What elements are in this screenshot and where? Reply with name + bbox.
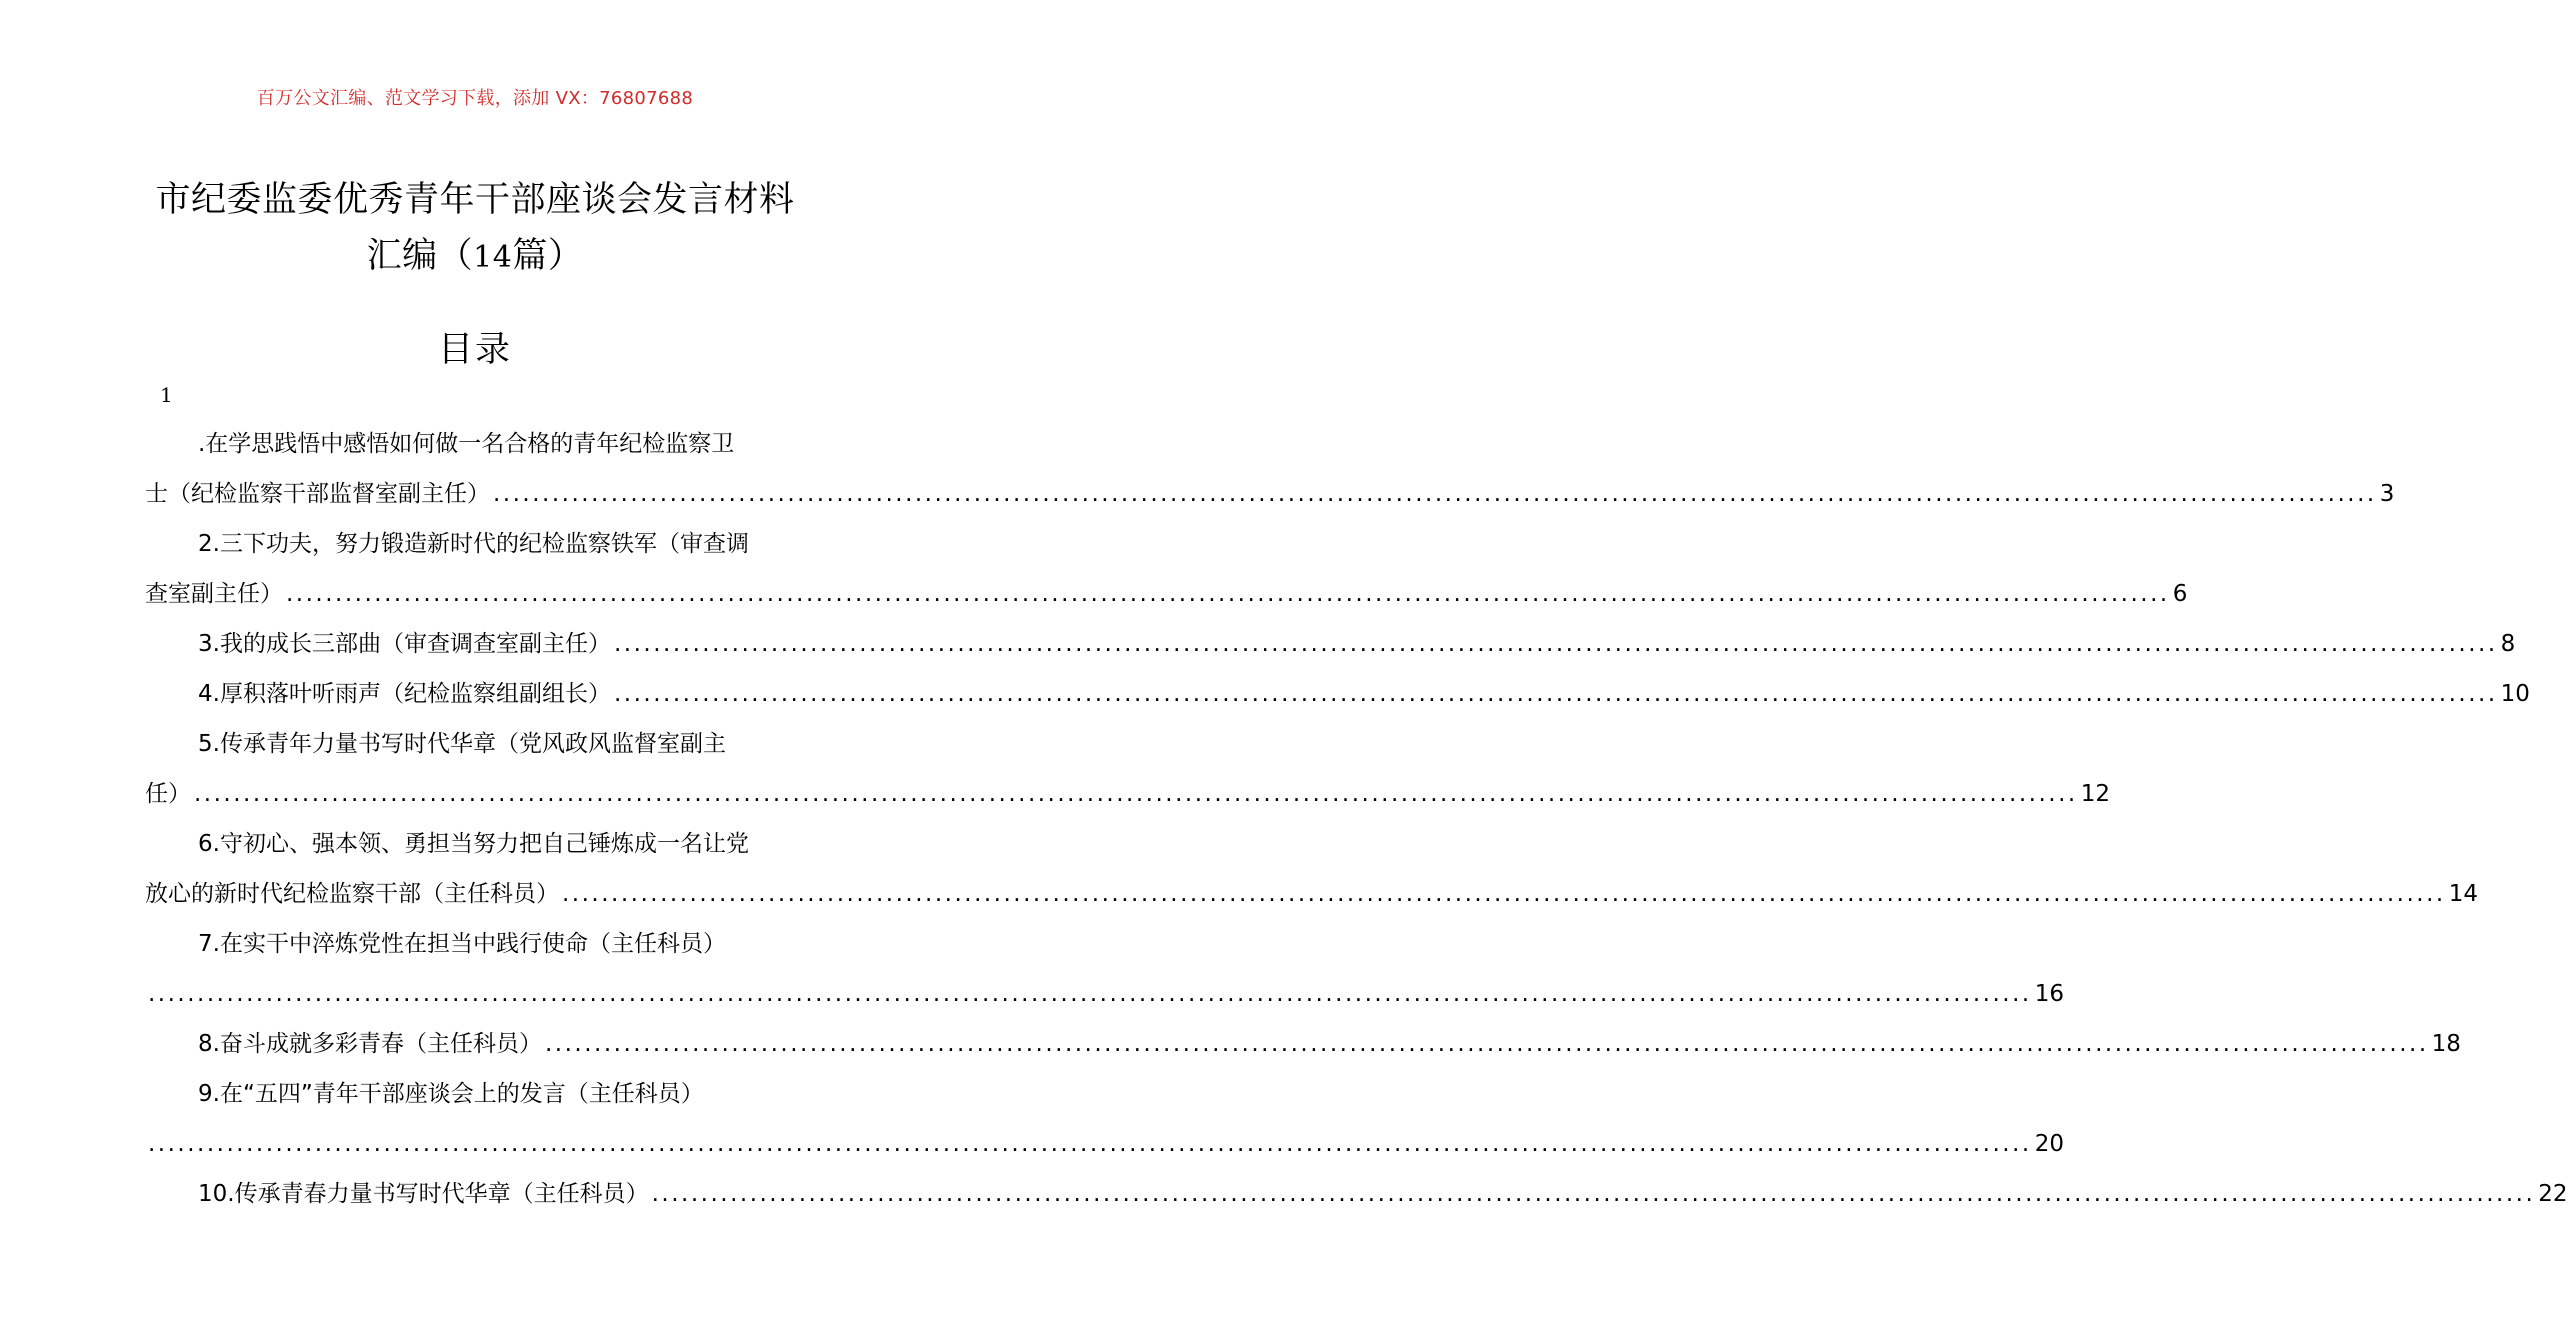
document-title [145, 172, 805, 286]
toc-entry-line [145, 1069, 807, 1119]
toc-entry-line [145, 469, 2395, 519]
toc-entry-3[interactable] [145, 619, 2516, 669]
toc-page-number: 18 [2431, 1031, 2461, 1057]
toc-entry-text: 7.在实干中淬炼党性在担当中践行使命（主任科员） [198, 931, 726, 957]
toc-entry-text: 士（纪检监察干部监督室副主任） [145, 481, 490, 507]
toc-entry-line [145, 1169, 2568, 1219]
toc-page-number: 6 [2172, 581, 2188, 607]
toc-entry-text: 查室副主任） [145, 581, 283, 607]
toc-page-number: 8 [2500, 631, 2516, 657]
toc-entry-text: 10.传承青春力量书写时代华章（主任科员） [198, 1181, 649, 1207]
table-of-contents [145, 419, 2568, 1219]
dot-leader [194, 769, 2078, 819]
title-count: 14 [473, 240, 513, 275]
toc-entry-text: 5.传承青年力量书写时代华章（党风政风监督室副主 [198, 731, 726, 757]
toc-entry-line [145, 719, 807, 769]
toc-entry-line [145, 969, 2064, 1019]
title-line-2-post: 篇） [512, 236, 584, 276]
toc-entry-line [145, 419, 807, 469]
toc-entry-line [145, 519, 807, 569]
toc-page-number: 10 [2500, 681, 2530, 707]
toc-entry-2[interactable] [145, 519, 2188, 619]
header-note: 百万公文汇编、范文学习下载，添加 VX：76807688 [256, 88, 694, 109]
toc-entry-text: 9.在“五四”青年干部座谈会上的发言（主任科员） [198, 1081, 704, 1107]
toc-entry-line [145, 1019, 2461, 1069]
toc-page-number: 3 [2379, 481, 2395, 507]
dot-leader [148, 1119, 2032, 1169]
toc-entry-text: 任） [145, 781, 191, 807]
toc-entry-1[interactable] [145, 419, 2395, 519]
toc-entry-line [145, 819, 807, 869]
title-line-2-pre: 汇编（ [366, 236, 474, 276]
dot-leader [493, 469, 2377, 519]
toc-entry-5[interactable] [145, 719, 2110, 819]
dot-leader [614, 619, 2498, 669]
toc-entry-text: 放心的新时代纪检监察干部（主任科员） [145, 881, 559, 907]
dot-leader [148, 969, 2032, 1019]
dot-leader [286, 569, 2170, 619]
dot-leader [614, 669, 2498, 719]
toc-entry-7[interactable] [145, 919, 2064, 1019]
title-line-1: 市纪委监委优秀青年干部座谈会发言材料 [155, 180, 795, 220]
toc-entry-line [145, 919, 807, 969]
toc-entry-line [145, 669, 2530, 719]
toc-entry-text: 2.三下功夫，努力锻造新时代的纪检监察铁军（审查调 [198, 531, 749, 557]
toc-entry-text: .在学思践悟中感悟如何做一名合格的青年纪检监察卫 [198, 431, 735, 457]
toc-page-number: 20 [2034, 1131, 2064, 1157]
toc-page-number: 14 [2448, 881, 2478, 907]
dot-leader [545, 1019, 2429, 1069]
toc-entry-10[interactable] [145, 1169, 2568, 1219]
toc-entry-line [145, 769, 2110, 819]
dot-leader [562, 869, 2446, 919]
stray-list-number: 1 [160, 383, 173, 407]
toc-entry-6[interactable] [145, 819, 2478, 919]
toc-entry-line [145, 1119, 2064, 1169]
toc-page-number: 16 [2034, 981, 2064, 1007]
toc-entry-line [145, 569, 2188, 619]
toc-entry-8[interactable] [145, 1019, 2461, 1069]
title-line-2 [145, 228, 805, 286]
toc-entry-text: 3.我的成长三部曲（审查调查室副主任） [198, 631, 611, 657]
toc-entry-4[interactable] [145, 669, 2530, 719]
dot-leader [652, 1169, 2536, 1219]
toc-page-number: 12 [2080, 781, 2110, 807]
toc-entry-text: 6.守初心、强本领、勇担当努力把自己锤炼成一名让党 [198, 831, 749, 857]
toc-entry-text: 8.奋斗成就多彩青春（主任科员） [198, 1031, 542, 1057]
toc-page-number: 22 [2538, 1181, 2568, 1207]
toc-entry-text: 4.厚积落叶听雨声（纪检监察组副组长） [198, 681, 611, 707]
toc-entry-line [145, 619, 2516, 669]
toc-entry-line [145, 869, 2478, 919]
toc-entry-9[interactable] [145, 1069, 2064, 1169]
toc-heading: 目录 [437, 330, 512, 370]
